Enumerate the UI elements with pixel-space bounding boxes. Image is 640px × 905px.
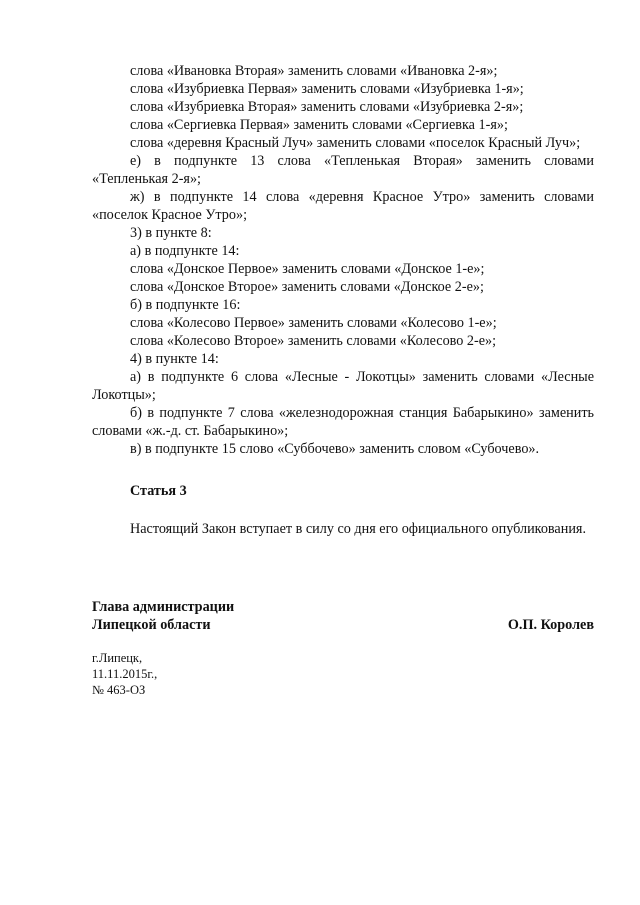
paragraph: слова «Изубриевка Первая» заменить словами «Изубриевка 1-я»; — [130, 81, 524, 97]
article-text: Настоящий Закон вступает в силу со дня его официального опубликования. — [130, 521, 586, 537]
paragraph: слова «Донское Второе» заменить словами «Донское 2-е»; — [130, 279, 484, 295]
signature-row — [92, 616, 594, 634]
paragraph: слова «деревня Красный Луч» заменить словами «поселок Красный Луч»; — [130, 135, 581, 151]
paragraph: в) в подпункте 15 слово «Суббочево» заменить словом «Субочево». — [130, 441, 540, 457]
paragraph: слова «Сергиевка Первая» заменить словами «Сергиевка 1-я»; — [130, 117, 508, 133]
paragraph: ж) в подпункте 14 слова «деревня Красное Утро» заменить словами «поселок Красное Утро»; — [92, 189, 594, 223]
paragraph: 4) в пункте 14: — [130, 351, 219, 367]
paragraph: слова «Колесово Второе» заменить словами «Колесово 2-е»; — [130, 333, 497, 349]
paragraph: а) в подпункте 14: — [130, 243, 240, 259]
paragraph: б) в подпункте 7 слова «железнодорожная станция Бабарыкино» заменить словами «ж.-д. ст. Бабарыкино»; — [92, 405, 594, 439]
signature-block — [92, 598, 594, 634]
signature-title-line2: Липецкой области — [92, 617, 211, 633]
footer-city: г.Липецк, — [92, 651, 143, 665]
signature-title-line1: Глава администрации — [92, 599, 235, 615]
paragraph: б) в подпункте 16: — [130, 297, 241, 313]
paragraph: а) в подпункте 6 слова «Лесные - Локотцы» заменить словами «Лесные Локотцы»; — [92, 369, 594, 403]
paragraph: слова «Донское Первое» заменить словами «Донское 1-е»; — [130, 261, 485, 277]
footer-date: 11.11.2015г., — [92, 667, 158, 681]
article-heading: Статья 3 — [130, 483, 187, 499]
document-footer — [92, 650, 157, 698]
signatory-name: О.П. Королев — [507, 617, 594, 633]
footer-number: № 463-ОЗ — [92, 683, 146, 697]
paragraph: е) в подпункте 13 слова «Тепленькая Вторая» заменить словами «Тепленькая 2-я»; — [92, 153, 594, 187]
paragraph: слова «Колесово Первое» заменить словами «Колесово 1-е»; — [130, 315, 497, 331]
document-body — [92, 62, 594, 538]
paragraph: 3) в пункте 8: — [130, 225, 212, 241]
paragraph: слова «Ивановка Вторая» заменить словами «Ивановка 2-я»; — [130, 63, 498, 79]
paragraph: слова «Изубриевка Вторая» заменить словами «Изубриевка 2-я»; — [130, 99, 524, 115]
